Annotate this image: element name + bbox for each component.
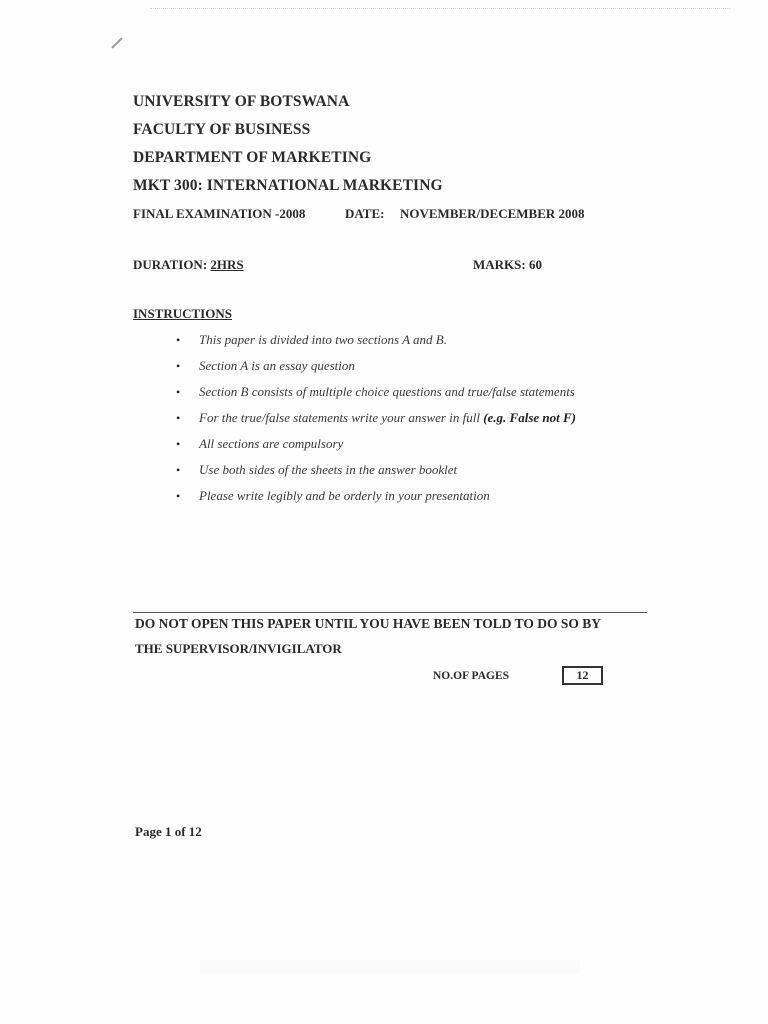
instruction-text: For the true/false statements write your answer in full: [199, 410, 480, 425]
pages-count-box: 12: [562, 666, 603, 685]
scan-artifact-top: [150, 8, 730, 15]
pages-label: NO.OF PAGES: [433, 670, 510, 682]
course-title: MKT 300: INTERNATIONAL MARKETING: [133, 177, 443, 194]
duration: [133, 257, 244, 273]
exam-title: FINAL EXAMINATION -2008: [133, 206, 306, 221]
instruction-text: All sections are compulsory: [199, 436, 344, 451]
marks: MARKS: 60: [473, 257, 542, 272]
bullet-icon: •: [176, 463, 181, 477]
instruction-text: Section A is an essay question: [199, 358, 355, 373]
date-value: NOVEMBER/DECEMBER 2008: [400, 206, 585, 221]
bullet-icon: •: [176, 333, 181, 347]
instructions-list: [176, 330, 576, 512]
scan-mark: [111, 37, 122, 48]
instructions-heading: INSTRUCTIONS: [133, 306, 232, 321]
instruction-item: [176, 460, 576, 486]
warning-line-1: DO NOT OPEN THIS PAPER UNTIL YOU HAVE BEEN TOLD TO DO SO BY: [135, 616, 601, 631]
page-number: Page 1 of 12: [135, 824, 202, 839]
bullet-icon: •: [176, 411, 181, 425]
instruction-emphasis: (e.g. False not F): [483, 410, 576, 425]
instruction-item: [176, 356, 576, 382]
scan-artifact-bottom: [200, 960, 580, 974]
instruction-item: [176, 486, 576, 512]
instruction-item: [176, 330, 576, 356]
bullet-icon: •: [176, 489, 181, 503]
university-name: UNIVERSITY OF BOTSWANA: [133, 93, 350, 110]
instruction-text: Use both sides of the sheets in the answer booklet: [199, 462, 458, 477]
duration-label: DURATION:: [133, 257, 208, 272]
faculty-name: FACULTY OF BUSINESS: [133, 121, 311, 138]
instruction-item: [176, 382, 576, 408]
department-name: DEPARTMENT OF MARKETING: [133, 149, 372, 166]
instruction-text: This paper is divided into two sections A and B.: [199, 332, 447, 347]
bullet-icon: •: [176, 385, 181, 399]
divider-rule: [133, 612, 647, 613]
bullet-icon: •: [176, 437, 181, 451]
instruction-text: Section B consists of multiple choice questions and true/false statements: [199, 384, 575, 399]
bullet-icon: •: [176, 359, 181, 373]
instruction-item: [176, 434, 576, 460]
duration-value: 2HRS: [210, 257, 244, 272]
date-label: DATE:: [345, 206, 385, 221]
instruction-item: [176, 408, 576, 434]
warning-line-2: THE SUPERVISOR/INVIGILATOR: [135, 641, 342, 656]
instruction-text: Please write legibly and be orderly in your presentation: [199, 488, 490, 503]
